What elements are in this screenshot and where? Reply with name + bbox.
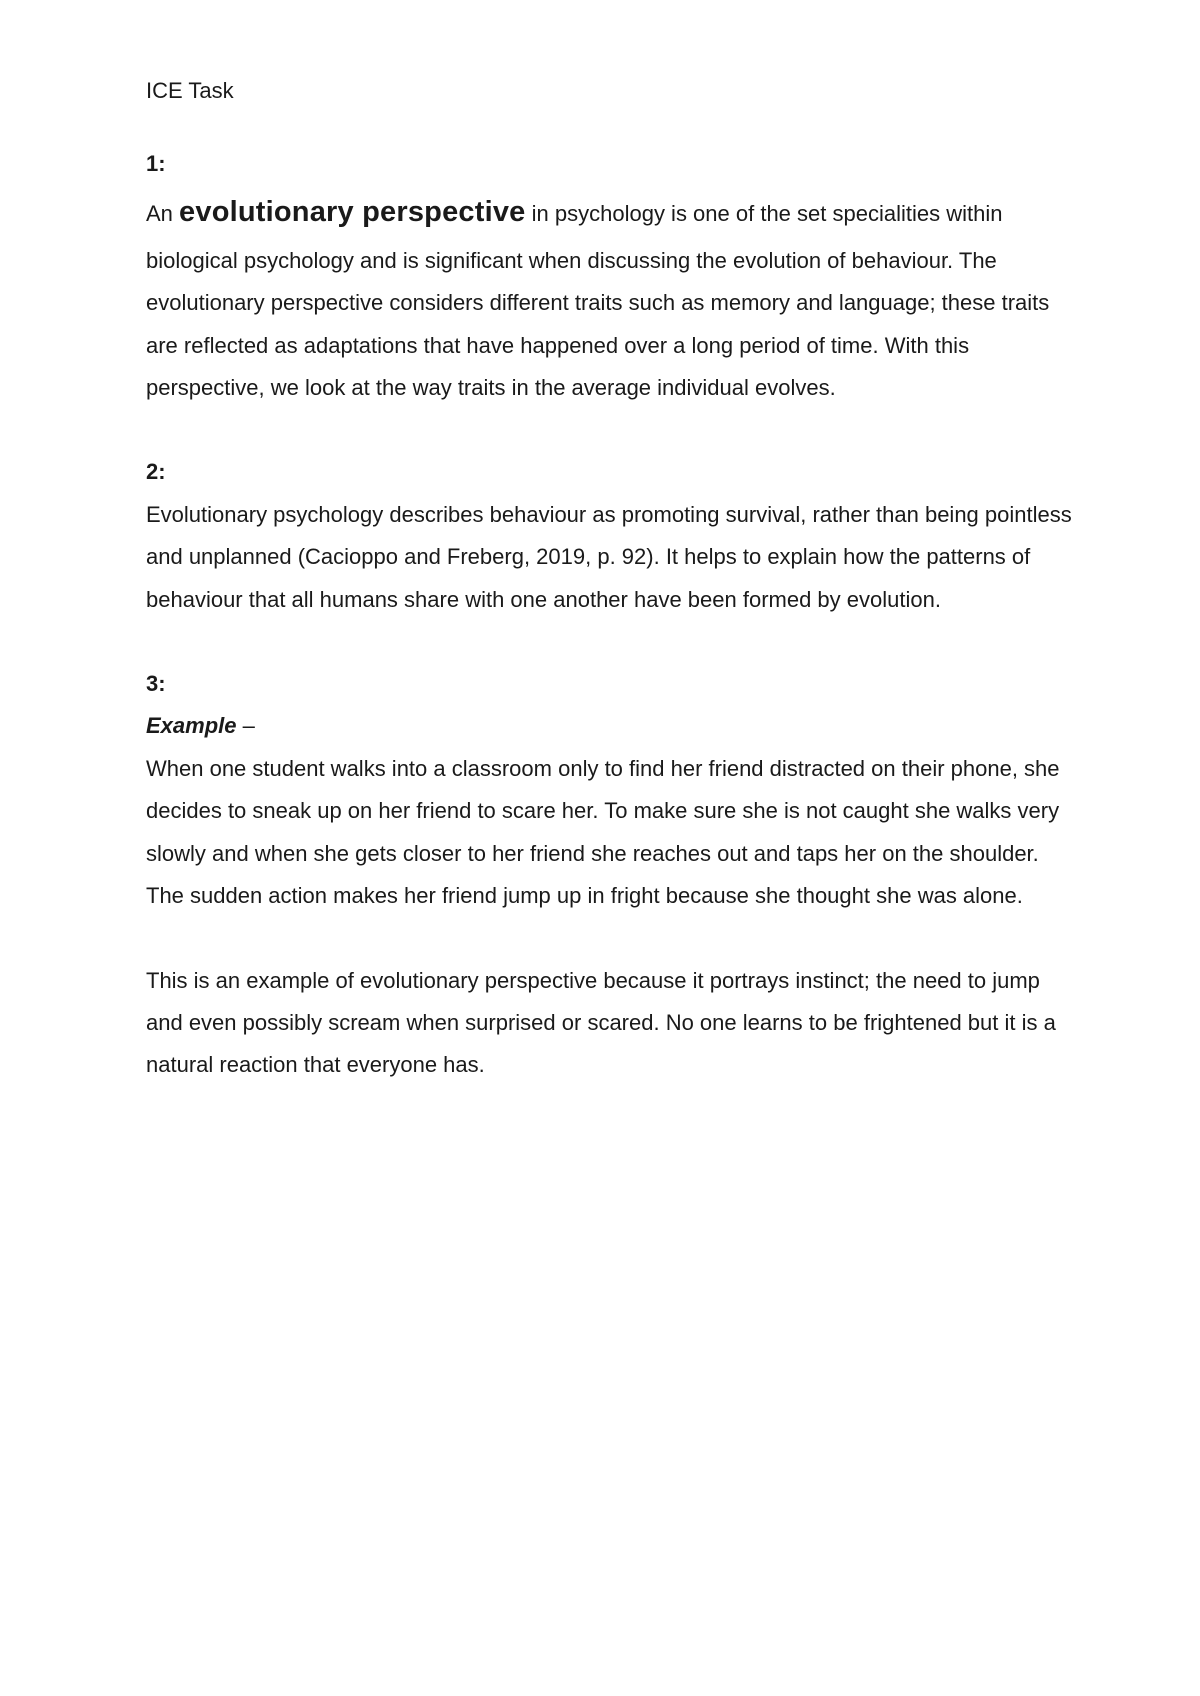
section-1-body <box>146 186 1076 410</box>
section-3-example-dash: – <box>236 713 255 739</box>
section-1-number: 1: <box>146 151 166 177</box>
section-3-example-label: Example <box>146 713 237 739</box>
section-3-number: 3: <box>146 671 166 697</box>
section-1-key-term: evolutionary perspective <box>179 195 526 228</box>
document-title: ICE Task <box>146 78 234 103</box>
section-3-example-heading <box>146 705 1076 747</box>
section-2-number: 2: <box>146 459 166 485</box>
document-body <box>146 70 1076 1087</box>
section-1-intro-suffix: in psychology is one of the set specialities <box>525 200 941 226</box>
section-3-example-body: When one student walks into a classroom only to find her friend distracted on their phone, she decides to sneak up on her friend to scare her. To make sure she is not caught she walks very slowly and when she gets closer to her friend she reaches out and taps her on the shoulder. The sudden action makes her friend jump up in fright because she thought she was alone. <box>146 755 1060 909</box>
section-3-conclusion: This is an example of evolutionary perspective because it portrays instinct; the need to jump and even possibly scream when surprised or scared. No one learns to be frightened but it is a natural reaction that everyone has. <box>146 967 1056 1078</box>
section-2-body: Evolutionary psychology describes behaviour as promoting survival, rather than being pointless and unplanned (Cacioppo and Freberg, 2019, p. 92). It helps to explain how the patterns of behaviour that all humans share with one another have been formed by evolution. <box>146 501 1072 612</box>
section-1-intro-prefix: An <box>146 200 180 226</box>
section-1-body-rest: within biological psychology and is significant when discussing the evolution of behaviour. The evolutionary perspective considers different traits such as memory and language; these traits are reflected as adaptations that have happened over a long period of time. With this perspective, we look at the way traits in the average individual evolves. <box>146 200 1050 401</box>
